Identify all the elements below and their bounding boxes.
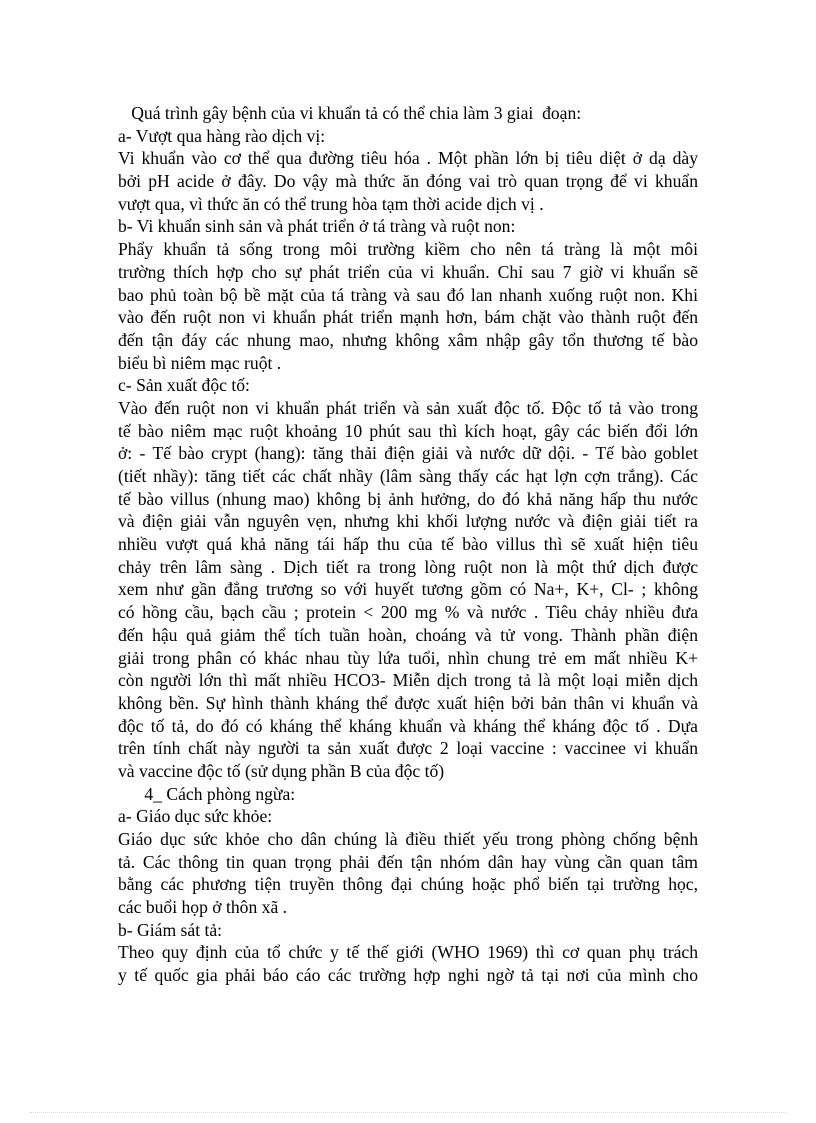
text-line: trường thích hợp cho sự phát triển của vi khuẩn. Chỉ sau 7 giờ vi khuẩn sẽ [118, 261, 698, 282]
section-heading: b- Giám sát tả: [118, 919, 223, 940]
text-line: (tiết nhầy): tăng tiết các chất nhầy (lâm sàng thấy các hạt lợn cợn trắng). Các [118, 466, 698, 486]
text-line: đến tận đáy các nhung mao, nhưng không xâm nhập gây tổn thương tế bào [118, 329, 698, 350]
text-line: còn người lớn thì mất nhiều HCO3- Miễn dịch trong tả là một loại miễn dịch [118, 670, 698, 691]
text-line: xem như gần đẳng trương so với huyết tương gồm có Na+, K+, Cl- ; không [118, 579, 698, 600]
text-line: ở: - Tế bào crypt (hang): tăng thải điện giải và nước dữ dội. - Tế bào goblet [118, 443, 698, 464]
text-line: Vào đến ruột non vi khuẩn phát triển và sản xuất độc tố. Độc tố tả vào trong [118, 397, 698, 418]
text-line: các buổi họp ở thôn xã . [118, 897, 288, 918]
text-line: bằng các phương tiện truyền thông đại chúng hoặc phổ biến tại trường học, [118, 874, 698, 895]
body-text [118, 102, 698, 987]
text-line: và vaccine độc tố (sử dụng phần B của độc tố) [118, 760, 445, 781]
text-line: và điện giải vẫn nguyên vẹn, nhưng khi khối lượng nước và điện giải tiết ra [118, 511, 698, 532]
section-heading: 4_ Cách phòng ngừa: [118, 783, 296, 804]
text-line: Theo quy định của tổ chức y tế thế giới (WHO 1969) thì cơ quan phụ trách [118, 942, 698, 963]
text-line: độc tố tả, do đó có kháng thể kháng khuẩn và kháng thể kháng độc tố . Dựa [118, 715, 698, 736]
text-line: bao phủ toàn bộ bề mặt của tá tràng và sau đó lan nhanh xuống ruột non. Khi [118, 284, 698, 305]
text-line: không bền. Sự hình thành kháng thể được xuất hiện bởi bản thân vi khuẩn và [118, 692, 698, 713]
text-line: vào đến ruột non vi khuẩn phát triển mạnh hơn, bám chặt vào thành ruột đến [118, 307, 698, 328]
text-line: Vi khuẩn vào cơ thể qua đường tiêu hóa . Một phần lớn bị tiêu diệt ở dạ dày [118, 148, 698, 169]
text-line: nhiều vượt quá khả năng tái hấp thu của tế bào villus thì sẽ xuất hiện tiêu [118, 534, 698, 555]
text-line: giải trong phân có khác nhau tùy lứa tuổi, nhìn chung trẻ em mất nhiều K+ [118, 647, 698, 668]
section-heading: c- Sản xuất độc tố: [118, 375, 250, 396]
section-heading: a- Giáo dục sức khỏe: [118, 806, 273, 827]
text-line: có hồng cầu, bạch cầu ; protein < 200 mg % và nước . Tiêu chảy nhiều đưa [118, 602, 698, 623]
page-bottom-rule [30, 1112, 786, 1113]
text-line: chảy trên lâm sàng . Dịch tiết ra trong lòng ruột non là một thứ dịch được [118, 556, 698, 577]
text-line: đến hậu quả giảm thể tích tuần hoàn, choáng và tử vong. Thành phần điện [118, 624, 698, 645]
text-line: y tế quốc gia phải báo cáo các trường hợp nghi ngờ tả tại nơi của mình cho [118, 965, 698, 986]
text-line: tả. Các thông tin quan trọng phải đến tận nhóm dân hay vùng cần quan tâm [118, 851, 698, 872]
text-line: bởi pH acide ở đây. Do vậy mà thức ăn đóng vai trò quan trọng để vi khuẩn [118, 171, 698, 192]
section-heading: b- Vi khuẩn sinh sản và phát triển ở tá tràng và ruột non: [118, 216, 516, 237]
text-line: tế bào niêm mạc ruột khoảng 10 phút sau thì kích hoạt, gây các biến đổi lớn [118, 420, 698, 441]
text-line: vượt qua, vì thức ăn có thể trung hòa tạm thời acide dịch vị . [118, 193, 544, 214]
section-heading: a- Vượt qua hàng rào dịch vị: [118, 125, 326, 146]
text-line: biểu bì niêm mạc ruột . [118, 352, 282, 373]
text-line: Phẩy khuẩn tả sống trong môi trường kiềm cho nên tá tràng là một môi [118, 239, 698, 260]
text-line: Giáo dục sức khỏe cho dân chúng là điều thiết yếu trong phòng chống bệnh [118, 829, 698, 849]
text-line: trên tính chất này người ta sản xuất được 2 loại vaccine : vaccinee vi khuẩn [118, 738, 698, 759]
text-line: Quá trình gây bệnh của vi khuẩn tả có thể chia làm 3 giai đoạn: [118, 103, 582, 123]
text-line: tế bào villus (nhung mao) không bị ảnh hưởng, do đó khả năng hấp thu nước [118, 488, 698, 509]
